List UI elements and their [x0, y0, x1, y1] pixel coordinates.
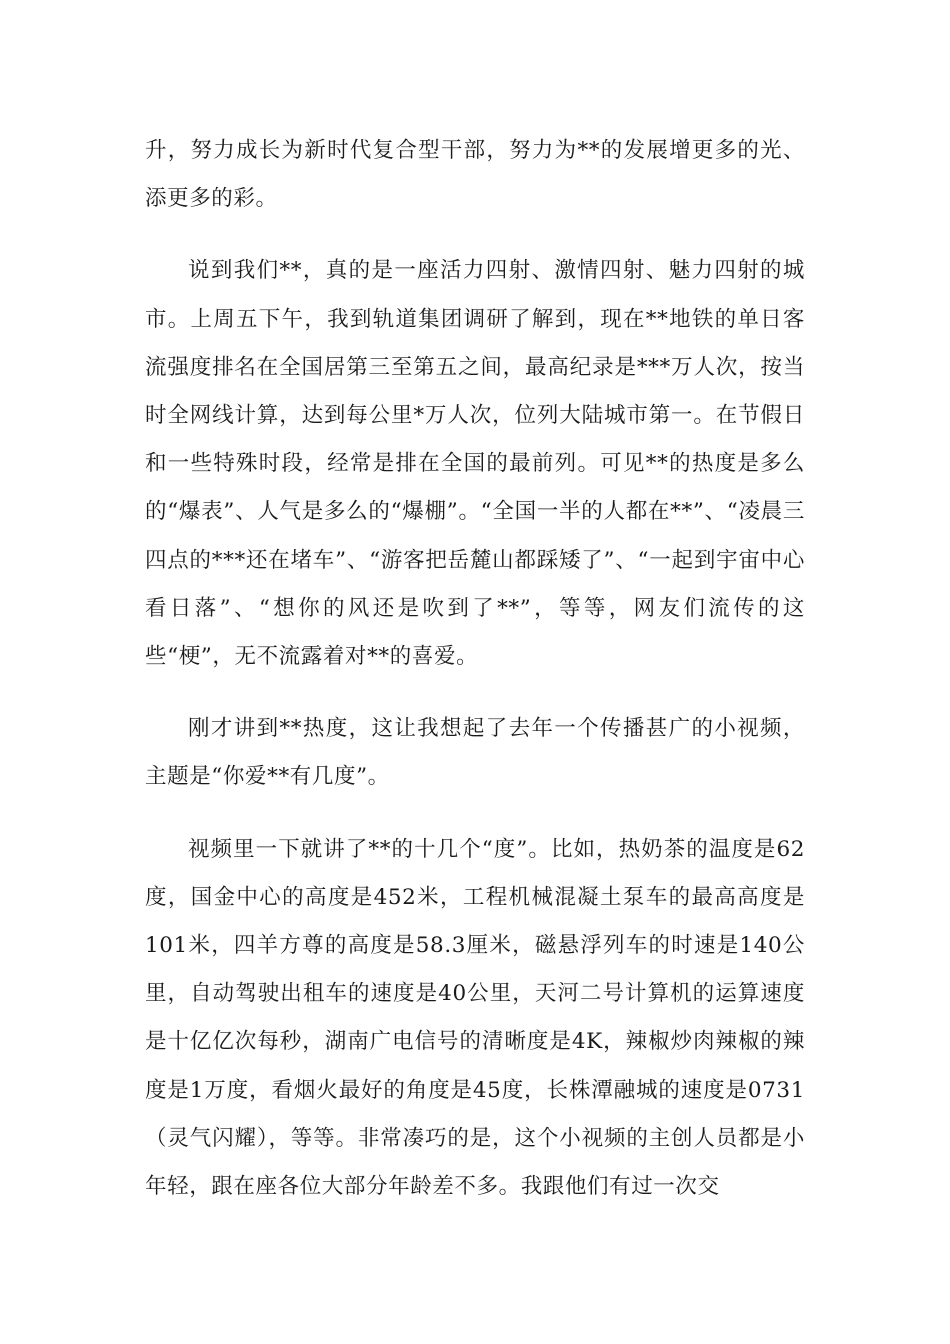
paragraph-city-vitality: 说到我们**，真的是一座活力四射、激情四射、魅力四射的城市。上周五下午，我到轨道集团调研了解到，现在**地铁的单日客流强度排名在全国居第三至第五之间，最高纪录是***万人次，按当时全网线计算，达到每公里*万人次，位列大陆城市第一。在节假日和一些特殊时段，经常是排在全国的最前列。可见**的热度是多么的“爆表”、人气是多么的“爆棚”。“全国一半的人都在**”、“凌晨三四点的***还在堵车”、“游客把岳麓山都踩矮了”、“一起到宇宙中心看日落”、“想你的风还是吹到了**”，等等，网友们流传的这些“梗”，无不流露着对**的喜爱。 — [145, 258, 805, 670]
document-body — [145, 127, 805, 1235]
paragraph-video-intro: 刚才讲到**热度，这让我想起了去年一个传播甚广的小视频，主题是“你爱**有几度”。 — [145, 716, 805, 790]
paragraph-video-degrees: 视频里一下就讲了**的十几个“度”。比如，热奶茶的温度是62度，国金中心的高度是452米，工程机械混凝土泵车的最高高度是101米，四羊方尊的高度是58.3厘米，磁悬浮列车的时速是140公里，自动驾驶出租车的速度是40公里，天河二号计算机的运算速度是十亿亿次每秒，湖南广电信号的清晰度是4K，辣椒炒肉辣椒的辣度是1万度，看烟火最好的角度是45度，长株潭融城的速度是0731（灵气闪耀），等等。非常凑巧的是，这个小视频的主创人员都是小年轻，跟在座各位大部分年龄差不多。我跟他们有过一次交 — [145, 836, 805, 1200]
paragraph-continuation: 升，努力成长为新时代复合型干部，努力为**的发展增更多的光、添更多的彩。 — [145, 138, 805, 212]
